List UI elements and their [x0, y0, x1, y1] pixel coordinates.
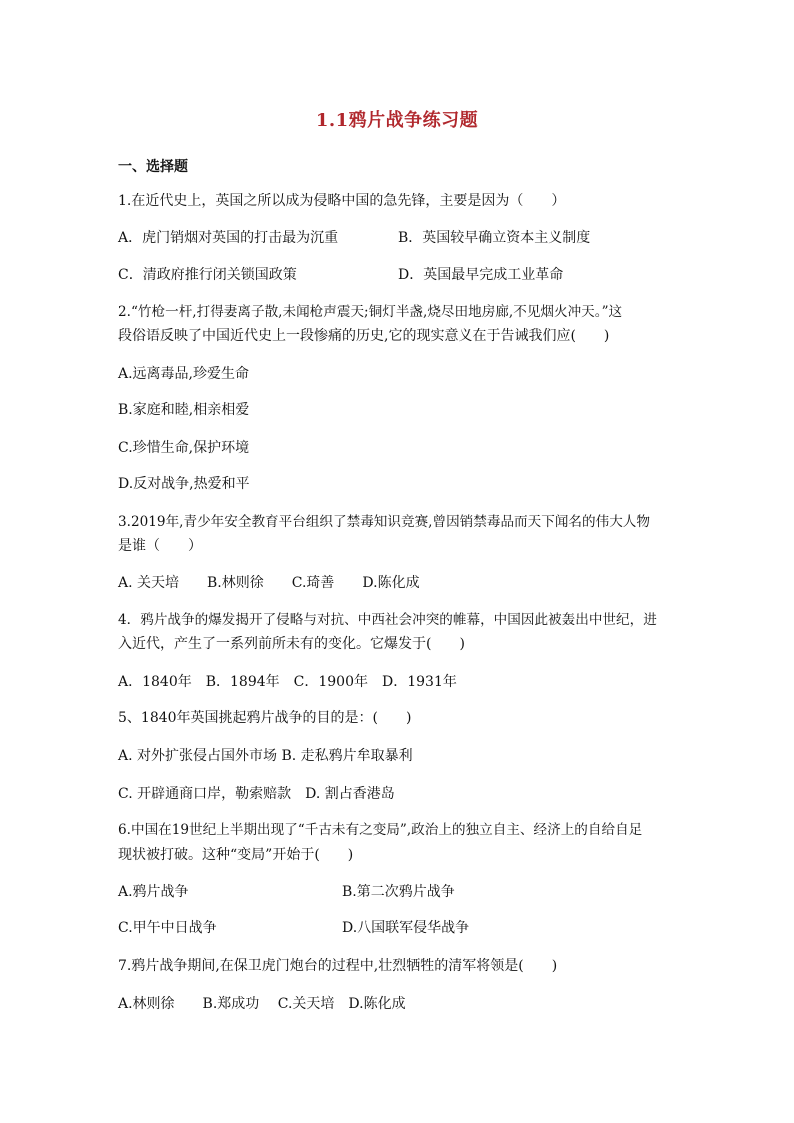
question-6-stem-line-1: 6.中国在19世纪上半期出现了“千古未有之变局”,政治上的独立自主、经济上的自给自足: [118, 822, 643, 838]
question-6-option-a: A.鸦片战争: [118, 884, 189, 900]
question-6-option-d: D.八国联军侵华战争: [342, 920, 470, 936]
question-5-stem: 5、1840年英国挑起鸦片战争的目的是：( ): [118, 710, 412, 726]
question-5-options-cd: C. 开辟通商口岸，勒索赔款 D. 割占香港岛: [118, 786, 395, 802]
question-4-stem-line-2: 入近代，产生了一系列前所未有的变化。它爆发于( ): [118, 636, 465, 652]
question-1-option-c: C．清政府推行闭关锁国政策: [118, 267, 297, 283]
question-7-options: A.林则徐 B.郑成功 C.关天培 D.陈化成: [118, 996, 406, 1012]
question-1-stem: 1.在近代史上，英国之所以成为侵略中国的急先锋，主要是因为（ ）: [118, 193, 566, 209]
question-5-options-ab: A. 对外扩张侵占国外市场 B. 走私鸦片牟取暴利: [118, 748, 413, 764]
question-2-stem-line-1: 2.“竹枪一杆,打得妻离子散,未闻枪声震天;铜灯半盏,烧尽田地房廊,不见烟火冲天。”这: [118, 304, 623, 320]
question-2-option-a: A.远离毒品,珍爱生命: [118, 366, 250, 382]
section-heading: 一、选择题: [118, 159, 188, 175]
question-3-options: A. 关天培 B.林则徐 C.琦善 D.陈化成: [118, 575, 420, 591]
question-2-option-c: C.珍惜生命,保护环境: [118, 440, 250, 456]
page-title: 1.1鸦片战争练习题: [315, 110, 479, 131]
question-6-option-b: B.第二次鸦片战争: [342, 884, 455, 900]
question-7-stem: 7.鸦片战争期间,在保卫虎门炮台的过程中,壮烈牺牲的清军将领是( ): [118, 958, 558, 974]
question-2-stem-line-2: 段俗语反映了中国近代史上一段惨痛的历史,它的现实意义在于告诫我们应( ): [118, 328, 610, 344]
question-1-option-a: A．虎门销烟对英国的打击最为沉重: [118, 230, 339, 246]
question-6-stem-line-2: 现状被打破。这种“变局”开始于( ): [118, 847, 354, 863]
question-2-option-d: D.反对战争,热爱和平: [118, 476, 250, 492]
question-3-stem-line-1: 3.2019年,青少年安全教育平台组织了禁毒知识竞赛,曾因销禁毒品而天下闻名的伟大人物: [118, 514, 650, 530]
question-1-option-b: B．英国较早确立资本主义制度: [398, 230, 591, 246]
question-2-option-b: B.家庭和睦,相亲相爱: [118, 402, 250, 418]
question-3-stem-line-2: 是谁（ ）: [118, 538, 202, 554]
question-4-stem-line-1: 4．鸦片战争的爆发揭开了侵略与对抗、中西社会冲突的帷幕，中国因此被轰出中世纪，进: [118, 612, 657, 628]
question-6-option-c: C.甲午中日战争: [118, 920, 217, 936]
question-4-options: A．1840年 B．1894年 C．1900年 D．1931年: [118, 674, 457, 690]
question-1-option-d: D．英国最早完成工业革命: [398, 267, 564, 283]
